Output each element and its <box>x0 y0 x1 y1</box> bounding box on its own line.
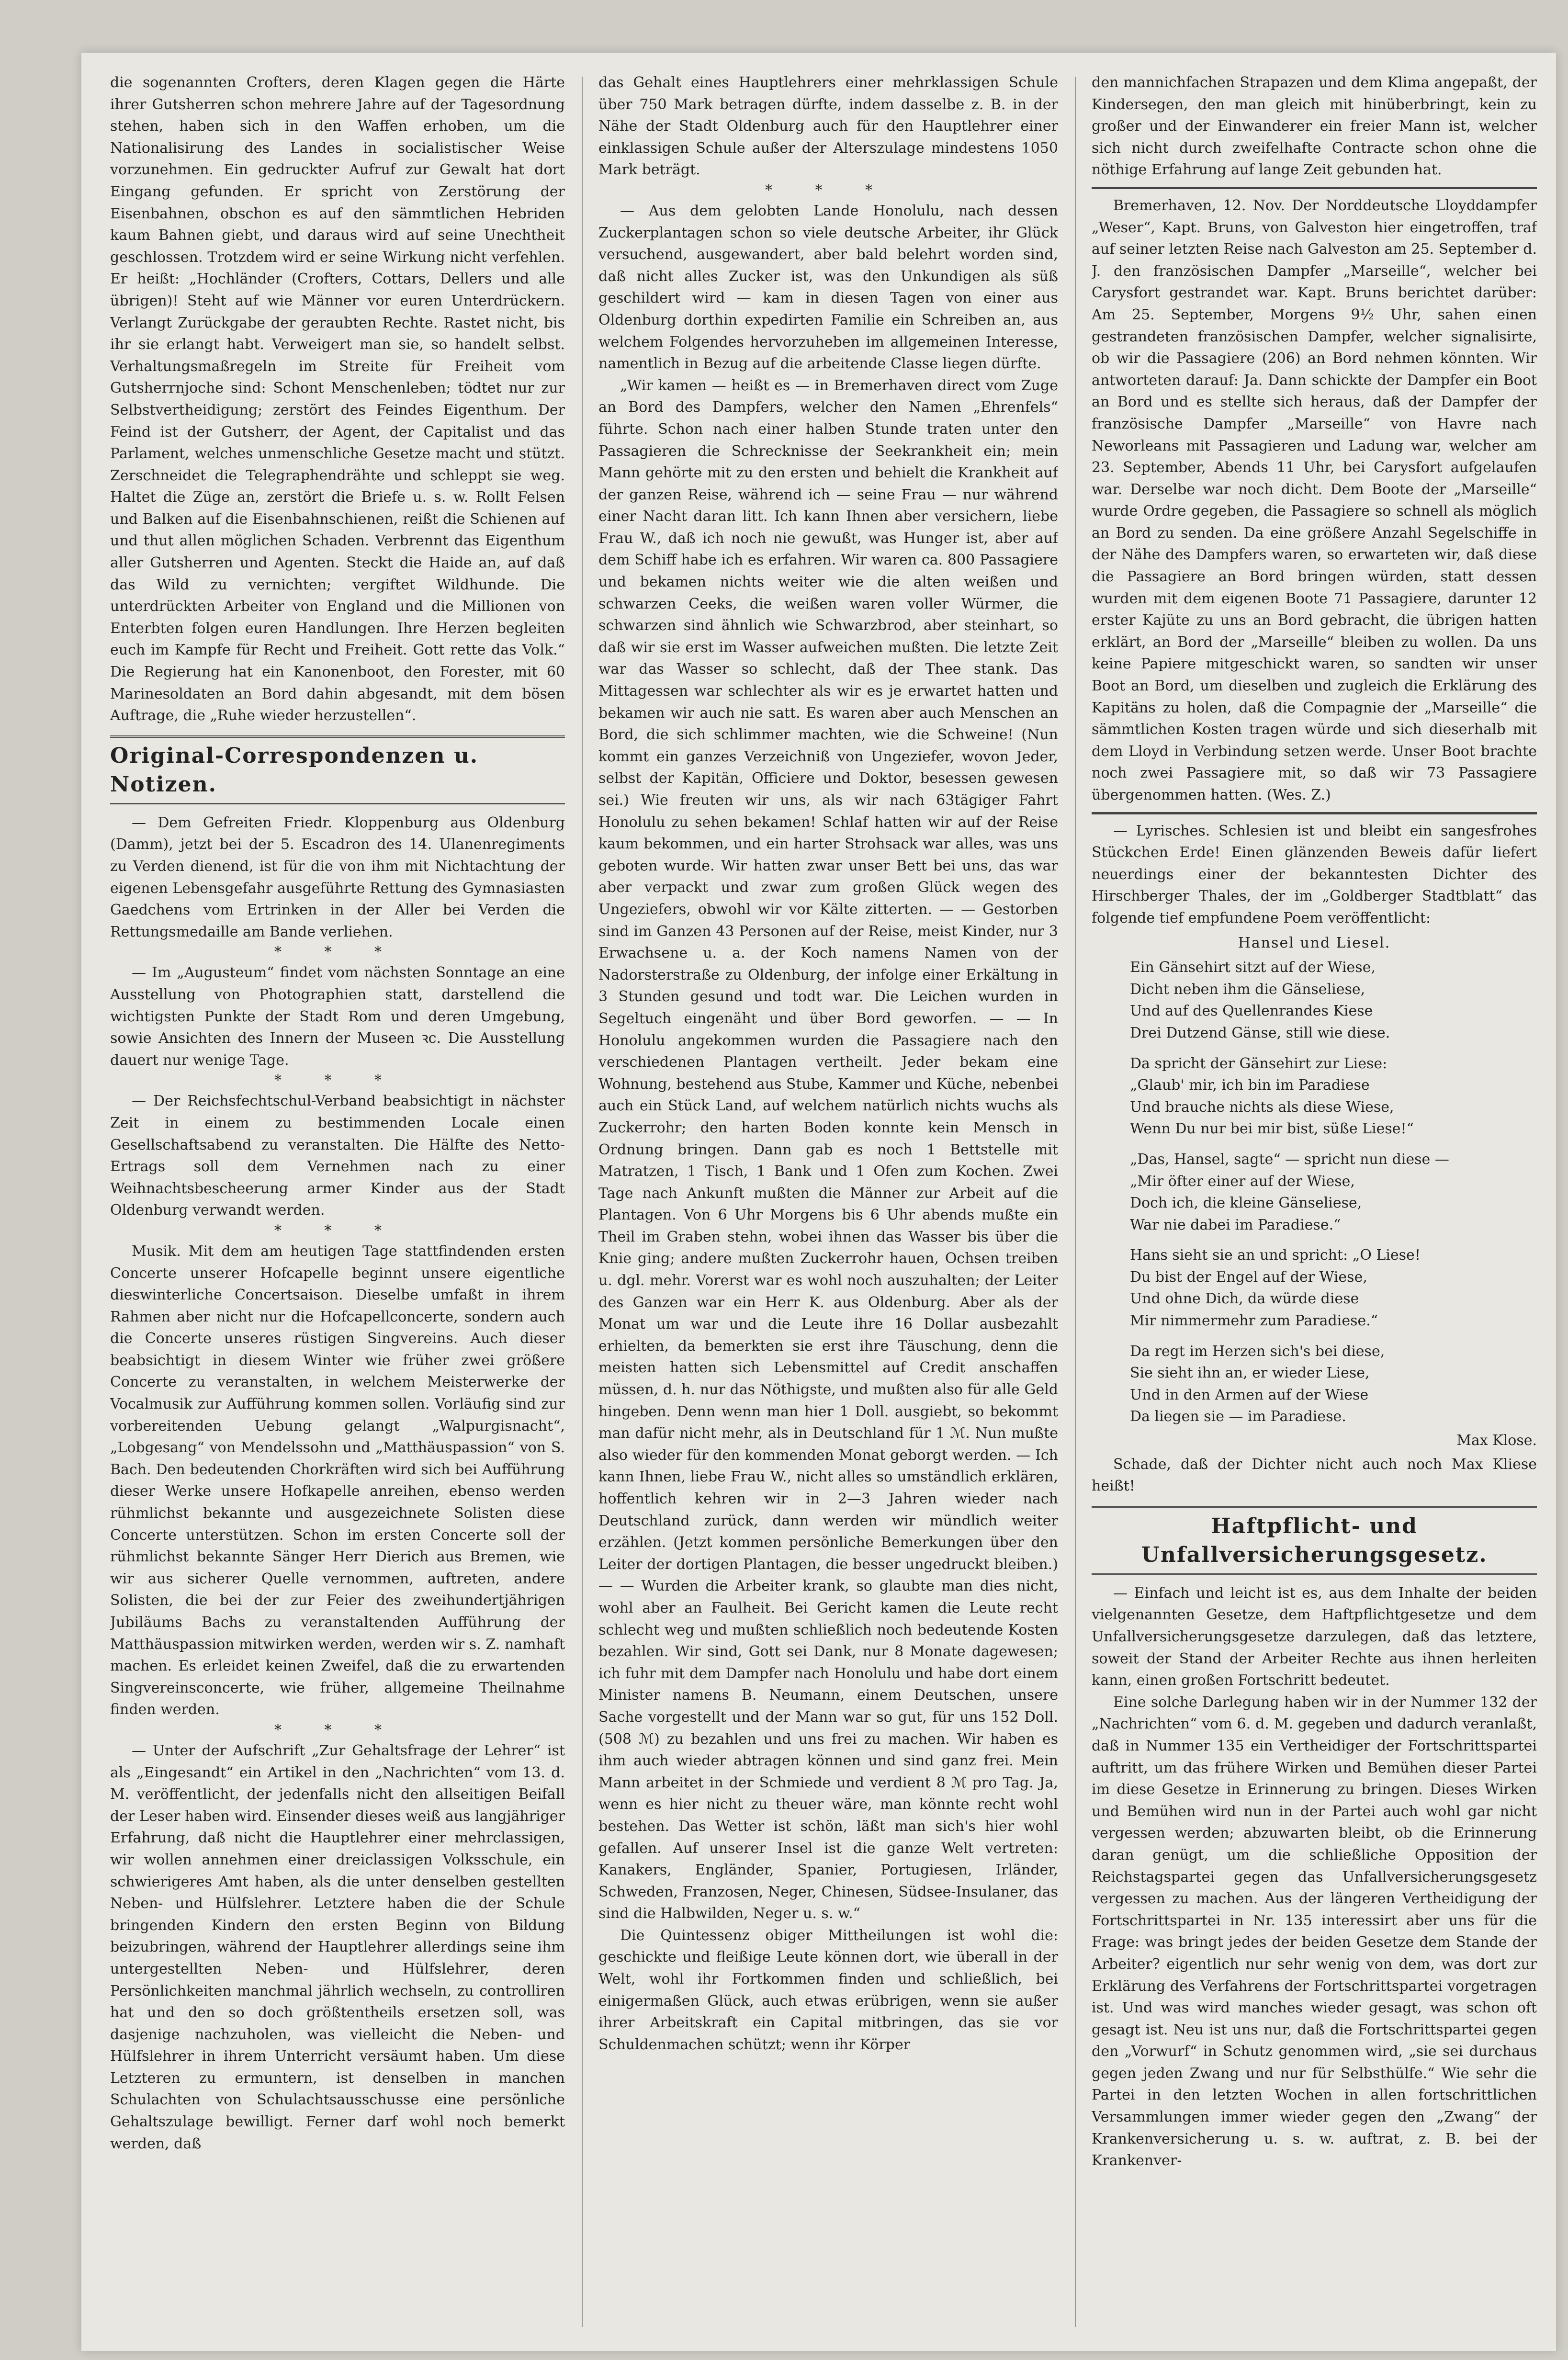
column-divider <box>1075 77 1076 2327</box>
poem-line: Hans sieht sie an und spricht: „O Liese! <box>1130 1247 1421 1264</box>
poem-line: Sie sieht ihn an, er wieder Liese, <box>1130 1365 1370 1382</box>
poem-line: Und in den Armen auf der Wiese <box>1130 1386 1369 1403</box>
poem-line: Da spricht der Gänsehirt zur Liese: <box>1130 1055 1388 1072</box>
section-rule <box>1092 187 1537 189</box>
section-heading-correspondence: Original-Correspondenzen u. Notizen. <box>110 735 565 804</box>
separator-asterisks: * * * <box>274 1721 401 1739</box>
notice-reichsfechtschul: — Der Reichsfechtschul-Verband beabsichtigt in nächster Zeit in einem zu bestimmenden Locale einen Gesellschaftsabend zu veranstalten. Die Hälfte des Netto-Ertrags soll dem Vernehmen nach zu einer Weihnachtsbescheerung armer Kinder aus der Stadt Oldenburg verwandt werden. <box>110 1093 565 1219</box>
poem-line: Und auf des Quellenrandes Kiese <box>1130 1003 1373 1020</box>
poem-line: Da liegen sie — im Paradiese. <box>1130 1408 1346 1425</box>
column-right <box>1092 72 1537 2332</box>
poem-line <box>1130 1044 1537 1053</box>
separator-asterisks: * * * <box>274 1222 401 1239</box>
column-left <box>110 72 565 2332</box>
poem-line: Drei Dutzend Gänse, still wie diese. <box>1130 1024 1390 1041</box>
liability-law-body: Eine solche Darlegung haben wir in der Nummer 132 der „Nachrichten“ vom 6. d. M. gegeben und dadurch veranlaßt, daß in Nummer 135 ein Vertheidiger der Fortschrittspartei auftritt, um das frühere Wirken und Bemühen dieser Partei im diese Gesetze in Erinnerung zu bringen. Dieses Wirken und Bemühen wird nun in der Partei auch wohl gar nicht vergessen werden; abzuwarten bleibt, ob die Erinnerung daran genügt, um die schließliche Opposition der Reichstagspartei gegen das Unfallversicherungsgesetz vergessen zu machen. Aus der längeren Vertheidigung der Fortschrittspartei in Nr. 135 interessirt aber uns für die Frage: was bringt jedes der beiden Gesetze dem Stande der Arbeiter? eigentlich nur sehr wenig von dem, was dort zur Erklärung des Verfahrens der Fortschrittspartei vorgetragen ist. Und was wird manches wieder gesagt, was schon oft gesagt ist. Neu ist uns nur, daß die Fortschrittspartei gegen den „Vorwurf“ in Schutz genommen wird, „sie sei durchaus gegen jeden Zwang und nur für Selbsthülfe.“ Wie sehr die Partei in den letzten Wochen in allen fortschrittlichen Versammlungen immer wieder gegen den „Zwang“ der Krankenversicherung u. s. w. auftrat, z. B. bei der Krankenver- <box>1092 1694 1537 2169</box>
poem-line: Und brauche nichts als diese Wiese, <box>1130 1098 1394 1116</box>
honolulu-continued: den mannichfachen Strapazen und dem Klima angepaßt, der Kindersegen, den man gleich mit hinüberbringt, kein zu großer und der Einwanderer ein freier Mann ist, welcher sich nicht durch zweifelhafte Contracte schon ohne die nöthige Erfahrung auf lange Zeit gebunden hat. <box>1092 74 1537 179</box>
article-honolulu-intro: — Aus dem gelobten Lande Honolulu, nach dessen Zuckerplantagen schon so viele deutsche Arbeiter, ihr Glück versuchend, ausgewandert, aber bald belehrt worden sind, daß nicht alles Zucker ist, was den Unkundigen als süß geschildert wird — kam in diesen Tagen von einer aus Oldenburg dorthin expedirten Familie ein Schreiben an, aus welchem Folgendes hervorzuheben im allgemeinen Interesse, namentlich in Bezug auf die arbeitende Classe liegen dürfte. <box>598 202 1058 373</box>
poem-line: Mir nimmermehr zum Paradiese.“ <box>1130 1312 1378 1330</box>
poem-line: „Das, Hansel, sagte“ — spricht nun diese — <box>1130 1151 1449 1168</box>
notice-augusteum-exhibition: — Im „Augusteum“ findet vom nächsten Sonntage an eine Ausstellung von Photographien statt, darstellend die wichtigsten Punkte der Stadt Rom und deren Umgebung, sowie Ansichten des Innern der Museen ꝛc. Die Ausstellung dauert nur wenige Tage. <box>110 964 565 1069</box>
article-bremerhaven: Bremerhaven, 12. Nov. Der Norddeutsche Lloyddampfer „Weser“, Kapt. Bruns, von Galveston hier eingetroffen, traf auf seiner letzten Reise nach Galveston am 25. September d. J. den französischen Dampfer „Marseille“, welcher bei Carysfort gestrandet war. Kapt. Bruns berichtet darüber: Am 25. September, Morgens 9½ Uhr, sahen einen gestrandeten französischen Dampfer, welcher signalisirte, ob wir die Passagiere (206) an Bord nehmen könnten. Wir antworteten darauf: Ja. Dann schickte der Dampfer ein Boot an Bord und es stellte sich heraus, daß der Dampfer der französische Dampfer „Marseille“ von Havre nach Neworleans mit Passagieren und Ladung war, welcher am 23. September, Abends 11 Uhr, bei Carysfort aufgelaufen war. Derselbe war noch dicht. Dem Boote der „Marseille“ wurde Ordre gegeben, die Passagiere so schnell als möglich an Bord zu senden. Da eine größere Anzahl Segelschiffe in der Nähe des Dampfers waren, so erwarteten wir, daß diese die Passagiere an Bord bringen würden, statt dessen wurden mit dem eigenen Boote 71 Passagiere, darunter 12 erster Kajüte zu uns an Bord gebracht, die übrigen hatten erklärt, an Bord der „Marseille“ bleiben zu wollen. Da uns keine Papiere mitgeschickt waren, so sandten wir unser Boot an Bord, um dieselben und zugleich die Erklärung des Kapitäns zu holen, daß die Compagnie der „Marseille“ die sämmtlichen Kosten tragen würde und sich dieserhalb mit dem Lloyd in Verbindung setzen werde. Unser Boot brachte noch zwei Passagiere mit, so daß wir 73 Passagiere übergenommen hatten. (Wes. Z.) <box>1092 197 1537 803</box>
liability-law-intro: — Einfach und leicht ist es, aus dem Inhalte der beiden vielgenannten Gesetze, dem Haftpflichtgesetze und dem Unfallversicherungsgesetze darzulegen, daß das letztere, soweit der Stand der Arbeiter Rechte aus ihnen herleiten kann, einen großen Fortschritt bedeutet. <box>1092 1584 1537 1689</box>
separator-asterisks: * * * <box>765 181 892 199</box>
poem-line: Dicht neben ihm die Gänseliese, <box>1130 981 1365 998</box>
article-crofters-text: die sogenannten Crofters, deren Klagen gegen die Härte ihrer Gutsherren schon mehrere Jahre auf der Tagesordnung stehen, haben sich in den Waffen erhoben, um die Nationalisirung des Landes in socialistischer Weise vorzunehmen. Ein gedruckter Aufruf zur Gewalt hat dort Eingang gefunden. Er spricht von Zerstörung der Eisenbahnen, obschon es auf den sämmtlichen Hebriden kaum Bahnen giebt, und daraus wird auf seine Unechtheit geschlossen. Trotzdem wird er seine Wirkung nicht verfehlen. Er heißt: „Hochländer (Crofters, Cottars, Dellers und alle übrigen)! Steht auf wie Männer vor euren Unterdrückern. Verlangt Zurückgabe der geraubten Rechte. Rastet nicht, bis ihr sie erlangt habt. Verweigert man sie, so handelt selbst. Verhaltungsmaßregeln im Streite für Freiheit vom Gutsherrnjoche sind: Schont Menschenleben; tödtet nur zur Selbstvertheidigung; zerstört des Feindes Eigenthum. Der Feind ist der Gutsherr, der Agent, der Capitalist und das Parlament, welches unmenschliche Gesetze macht und stützt. Zerschneidet die Telegraphendrähte und schleppt sie weg. Haltet die Züge an, zerstört die Briefe u. s. w. Rollt Felsen und Balken auf die Eisenbahnschienen, reißt die Schienen auf und thut allen möglichen Schaden. Verbrennt das Eigenthum aller Gutsherren und Agenten. Steckt die Haide an, auf daß das Wild zu vernichten; vergiftet Wildhunde. Die unterdrückten Arbeiter von England und die Millionen von Enterbten folgen euren Handlungen. Ihre Herzen begleiten euch im Kampfe für Recht und Freiheit. Gott rette das Volk.“ Die Regierung hat ein Kanonenboot, den Forester, mit 60 Marinesoldaten an Bord dahin abgesandt, mit dem bösen Auftrage, die „Ruhe wieder herzustellen“. <box>110 74 565 724</box>
lyrical-remark: Schade, daß der Dichter nicht auch noch Max Kliese heißt! <box>1092 1456 1537 1495</box>
poem-line: Und ohne Dich, da würde diese <box>1130 1290 1359 1308</box>
separator-asterisks: * * * <box>274 944 401 961</box>
poem-line: Ein Gänsehirt sitzt auf der Wiese, <box>1130 959 1376 976</box>
separator-asterisks: * * * <box>274 1072 401 1089</box>
poem-author: Max Klose. <box>1456 1432 1537 1449</box>
article-honolulu-letter: „Wir kamen — heißt es — in Bremerhaven direct vom Zuge an Bord des Dampfers, welcher den Namen „Ehrenfels“ führte. Schon nach einer halben Stunde traten unter den Passagieren die Schrecknisse der Seekrankheit ein; mein Mann gehörte mit zu den ersten und behielt die Krankheit auf der ganzen Reise, während ich — seine Frau — nur während einer Nacht daran litt. Ich kann Ihnen aber versichern, liebe Frau W., daß ich noch nie gewußt, was Hunger ist, aber auf dem Schiff habe ich es erfahren. Wir waren ca. 800 Passagiere und bekamen nichts weiter wie die alten weißen und schwarzen Ceeks, die weißen waren voller Würmer, die schwarzen sind ähnlich wie Schwarzbrod, aber steinhart, so daß wir sie erst im Wasser aufweichen mußten. Die letzte Zeit war das Wasser so schlecht, daß der Thee stank. Das Mittagessen war schlechter als wir es je erwartet hatten und bekamen wir auch nie satt. Es waren aber auch Menschen an Bord, die sich schlimmer machten, wie die Schweine! (Nun kommt ein ganzes Verzeichniß von Ungeziefer, wovon Jeder, selbst der Kapitän, Officiere und Doktor, besessen gewesen sei.) Wie freuten wir uns, als wir nach 63tägiger Fahrt Honolulu zu sehen bekamen! Schlaf hatten wir auf der Reise kaum bekommen, und ein harter Strohsack war alles, was uns geboten wurde. Wir hatten zwar unser Bett bei uns, das war aber verpackt und zwar zum großen Glück wegen des Ungeziefers, obwohl wir vor Kälte zitterten. — — Gestorben sind im Ganzen 43 Personen auf der Reise, meist Kinder, nur 3 Erwachsene u. a. der Koch namens Namen von der Nadorsterstraße zu Oldenburg, der infolge einer Erkältung in 3 Stunden gesund und todt war. Die Leichen wurden in Segeltuch eingenäht und über Bord geworfen. — — In Honolulu angekommen wurden die Passagiere nach den verschiedenen Plantagen vertheilt. Jeder bekam eine Wohnung, bestehend aus Stube, Kammer und Küche, nebenbei auch ein Stück Land, auf welchem natürlich nichts wuchs als Zuckerrohr; den harten Boden konnte kein Mensch in Ordnung bringen. Dann gab es noch 1 Bettstelle mit Matratzen, 1 Tisch, 1 Bank und 1 Ofen zum Kochen. Zwei Tage nach Ankunft mußten die Männer zur Arbeit auf die Plantagen. Von 6 Uhr Morgens bis 6 Uhr abends mußte ein Theil im Graben stehn, wobei ihnen das Wasser bis über die Knie ging; andere mußten Zuckerrohr hauen, Ochsen treiben u. dgl. mehr. Vorerst war es wohl noch auszuhalten; der Leiter des Ganzen war ein Herr K. aus Oldenburg. Aber als der Monat um war und die Leute ihre 16 Dollar ausbezahlt erhielten, da bemerkten sie erst ihre Täuschung, denn die meisten hatten sich Lebensmittel auf Credit anschaffen müssen, d. h. nur das Nöthigste, und mußten also für alle Geld hingeben. Denn wenn man hier 1 Doll. ausgiebt, so bekommt man dafür nicht mehr, als in Deutschland für 1 ℳ. Nun mußte also wieder für den kommenden Monat geborgt werden. — Ich kann Ihnen, liebe Frau W., nicht alles so umständlich erklären, hoffentlich kehren wir in 2—3 Jahren wieder nach Deutschland zurück, dann werden wir mündlich weiter erzählen. (Jetzt kommen persönliche Bemerkungen über den Leiter der dortigen Plantagen, die besser ungedruckt bleiben.) — — Wurden die Arbeiter krank, so glaubte man dies nicht, wohl aber an Faulheit. Bei Gericht kamen die Leute recht schlecht weg und mußten schließlich noch bedeutende Kosten bezahlen. Wir sind, Gott sei Dank, nur 8 Monate dagewesen; ich fuhr mit dem Dampfer nach Honolulu und habe dort einem Minister namens B. Neumann, einem Deutschen, unsere Sache vorgestellt und der Mann war so gut, für uns 152 Doll. (508 ℳ) zu bezahlen und uns frei zu machen. Wir haben es ihm auch wieder abtragen können und sind ganz frei. Mein Mann arbeitet in der Schmiede und verdient 8 ℳ pro Tag. Ja, wenn es hier nicht zu theuer wäre, man könnte recht wohl bestehen. Das Wetter ist schön, läßt man sich's hier wohl gefallen. Auf unserer Insel ist die ganze Welt vertreten: Kanakers, Engländer, Spanier, Portugiesen, Irländer, Schweden, Franzosen, Neger, Chinesen, Südsee-Insulaner, das sind die Halbwilden, Neger u. s. w.“ <box>598 377 1058 1922</box>
section-rule <box>1092 812 1537 814</box>
article-honolulu-conclusion: Die Quintessenz obiger Mittheilungen ist wohl die: geschickte und fleißige Leute können dort, wie überall in der Welt, wohl ihr Fortkommen finden und schließlich, bei einigermaßen Glück, auch etwas erübrigen, wenn sie außer ihrer Arbeitskraft ein Capital mitbringen, das sie vor Schuldenmachen schützt; wenn ihr Körper <box>598 1927 1058 2053</box>
teacher-salary-continued: das Gehalt eines Hauptlehrers einer mehrklassigen Schule über 750 Mark betragen dürfte, indem dasselbe z. B. in der Nähe der Stadt Oldenburg auch für den Hauptlehrer einer einklassigen Schule außer der Alterszulage mindestens 1050 Mark beträgt. <box>598 74 1058 179</box>
poem-line <box>1130 1140 1537 1149</box>
poem-line <box>1130 1332 1537 1341</box>
poem-body <box>1130 957 1537 1428</box>
poem-line: Da regt im Herzen sich's bei diese, <box>1130 1343 1385 1360</box>
poem-line: Wenn Du nur bei mir bist, süße Liese!“ <box>1130 1120 1414 1138</box>
poem-line: Du bist der Engel auf der Wiese, <box>1130 1268 1367 1286</box>
notice-music: Musik. Mit dem am heutigen Tage stattfindenden ersten Concerte unserer Hofcapelle beginnt unsere eigentliche dieswinterliche Concertsaison. Dieselbe umfaßt in ihrem Rahmen aber nicht nur die Hofcapellconcerte, sondern auch die Concerte unseres rüstigen Singvereins. Auch dieser beabsichtigt in diesem Winter wie früher zwei größere Concerte zu veranstalten, in welchem Meisterwerke der Vocalmusik zur Aufführung kommen sollen. Vorläufig sind zur vorbereitenden Uebung gelangt „Walpurgisnacht“, „Lobgesang“ von Mendelssohn und „Matthäuspassion“ von S. Bach. Den bedeutenden Chorkräften wird sich bei Aufführung dieser Werke unsere Hofkapelle anreihen, ebenso werden rühmlichst bekannte und ausgezeichnete Solisten diese Concerte unterstützen. Schon im ersten Concerte soll der rühmlichst bekannte Sänger Herr Dierich aus Bremen, wie wir aus sicherer Quelle vernommen, auftreten, andere Solisten, die bei der zur Feier des zweihundertjährigen Jubiläums Bachs zu veranstaltenden Aufführung der Matthäuspassion mitwirken werden, werden wir s. Z. namhaft machen. Es erleidet keinen Zweifel, daß die zu erwartenden Singvereinsconcerte, wie früher, allgemeine Theilnahme finden werden. <box>110 1242 565 1718</box>
newspaper-page <box>81 53 1556 2351</box>
column-divider <box>582 77 583 2327</box>
section-heading-liability-law: Haftpflicht- und Unfallversicherungsgesetz. <box>1092 1506 1537 1575</box>
poem-line: War nie dabei im Paradiese.“ <box>1130 1216 1341 1233</box>
poem-line <box>1130 1236 1537 1244</box>
column-middle <box>598 72 1058 2332</box>
poem-line: Doch ich, die kleine Gänseliese, <box>1130 1195 1362 1212</box>
poem-line: „Mir öfter einer auf der Wiese, <box>1130 1173 1355 1190</box>
article-lyrical: — Lyrisches. Schlesien ist und bleibt ein sangesfrohes Stückchen Erde! Einen glänzenden Beweis dafür liefert neuerdings einer der bekanntesten Dichter des Hirschberger Thales, der im „Goldberger Stadtblatt“ das folgende tief empfundene Poem veröffentlicht: <box>1092 822 1537 926</box>
poem-line: „Glaub' mir, ich bin im Paradiese <box>1130 1077 1370 1094</box>
notice-kloppenburg: — Dem Gefreiten Friedr. Kloppenburg aus Oldenburg (Damm), jetzt bei der 5. Escadron des 14. Ulanenregiments zu Verden dienend, ist für die von ihm mit Nichtachtung der eigenen Lebensgefahr ausgeführte Rettung des Gymnasiasten Gaedchens vom Ertrinken in der Aller bei Verden die Rettungsmedaille am Bande verliehen. <box>110 814 565 940</box>
notice-teacher-salary: — Unter der Aufschrift „Zur Gehaltsfrage der Lehrer“ ist als „Eingesandt“ ein Artikel in den „Nachrichten“ vom 13. d. M. veröffentlicht, der jedenfalls nicht den allseitigen Beifall der Leser haben wird. Einsender dieses weiß aus langjähriger Erfahrung, daß nicht die Hauptlehrer einer mehrclassigen, wir wollen annehmen einer dreiclassigen Volksschule, ein schwierigeres Amt haben, als die unter denselben gestellten Neben- und Hülfslehrer. Letztere haben die der Schule bringenden Kindern den ersten Beginn von Bildung beizubringen, während der Hauptlehrer allerdings seine ihm untergestellten Neben- und Hülfslehrer, deren Persönlichkeiten manchmal jährlich wechseln, zu controlliren hat und den so doch größtentheils ersetzen soll, was dasjenige nachzuholen, was vielleicht die Neben- und Hülfslehrer in ihrem Unterricht versäumt haben. Um diese Letzteren zu ermuntern, ist denselben in manchen Schulachten von Schulachtsausschusse eine persönliche Gehaltszulage bewilligt. Ferner darf wohl noch bemerkt werden, daß <box>110 1742 565 2152</box>
poem-title: Hansel und Liesel. <box>1238 934 1391 951</box>
